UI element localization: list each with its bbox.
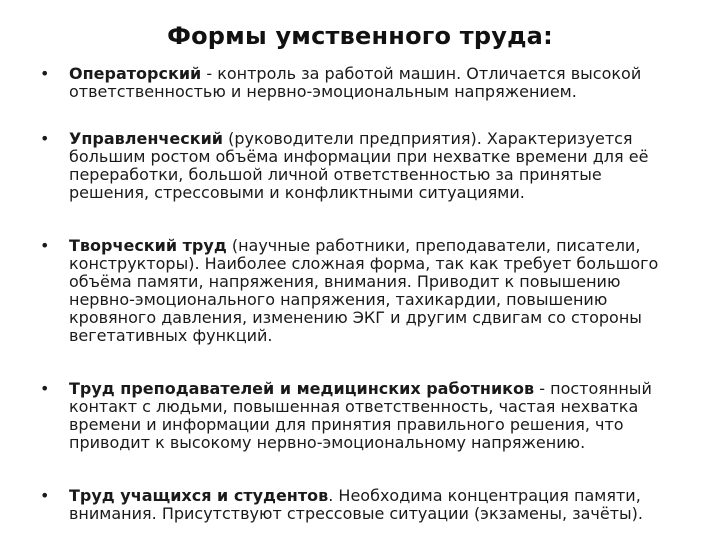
bullet-icon: • <box>40 379 50 398</box>
bullet-icon: • <box>40 236 50 255</box>
bullet-icon: • <box>40 129 50 148</box>
item-term: Операторский <box>69 64 202 83</box>
item-text <box>69 380 669 452</box>
item-description: (научные работники, преподаватели, писатели, конструкторы). Наиболее сложная форма, так как требует большого объёма памяти, напряжения, внимания. Приводит к повышению нервно-эмоционального напряжения, тахикардии, повышению кровяного давления, изменению ЭКГ и другим сдвигам со стороны вегетативных функций. <box>69 236 659 345</box>
item-text <box>69 65 669 101</box>
slide-title: Формы умственного труда: <box>167 22 553 50</box>
item-description: - постоянный контакт с людьми, повышенная ответственность, частая нехватка времени и информации для принятия правильного решения, что приводит к высокому нервно-эмоциональному напряжению. <box>69 379 652 452</box>
item-text <box>69 237 669 345</box>
bullet-icon: • <box>40 486 50 505</box>
item-term: Управленческий <box>69 129 223 148</box>
item-description: . Необходима концентрация памяти, внимания. Присутствуют стрессовые ситуации (экзамены, зачёты). <box>69 486 644 523</box>
bullet-icon: • <box>40 64 50 83</box>
item-description: - контроль за работой машин. Отличается высокой ответственностью и нервно-эмоциональным напряжением. <box>69 64 642 101</box>
item-text <box>69 130 669 202</box>
item-term: Труд учащихся и студентов <box>69 486 329 505</box>
item-term: Творческий труд <box>69 236 227 255</box>
item-description: (руководители предприятия). Характеризуется большим ростом объёма информации при нехватке времени для её переработки, большой личной ответственностью за принятые решения, стрессовыми и конфликтными ситуациями. <box>69 129 649 202</box>
item-text <box>69 487 669 523</box>
item-term: Труд преподавателей и медицинских работников <box>69 379 535 398</box>
